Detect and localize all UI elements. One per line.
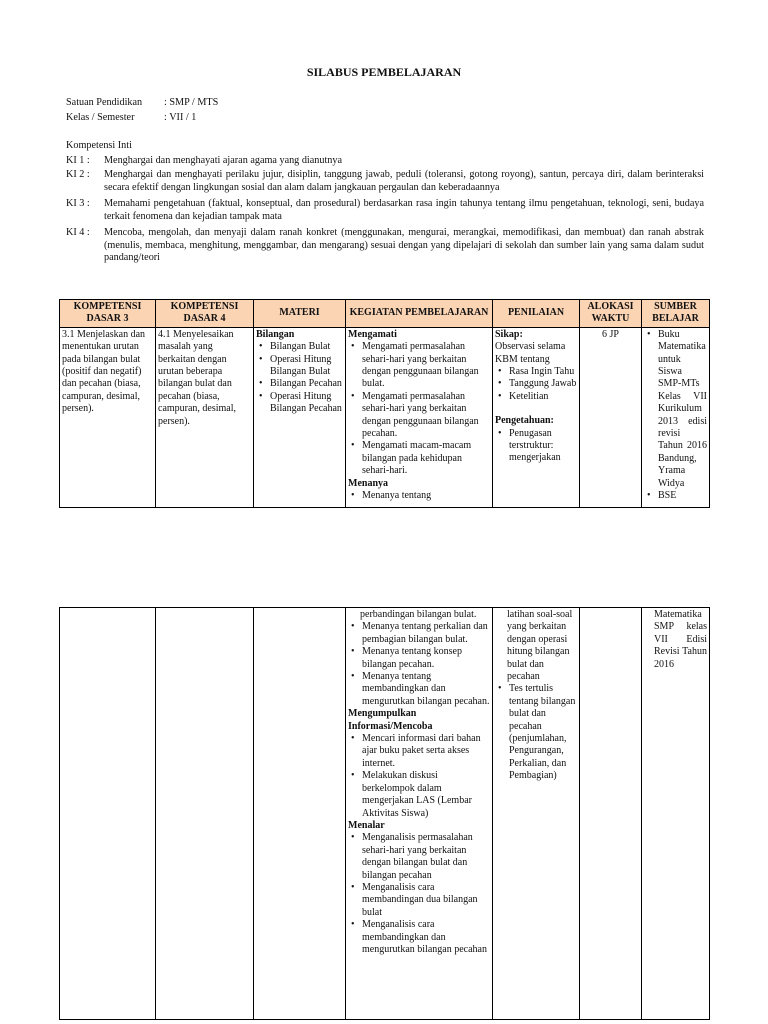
header-alokasi: ALOKASI WAKTU xyxy=(580,300,642,328)
list-item: • Operasi Hitung Bilangan Bulat xyxy=(270,354,343,379)
ki-heading: Kompetensi Inti xyxy=(66,140,132,151)
page-title: SILABUS PEMBELAJARAN xyxy=(306,65,462,79)
kegiatan-cell xyxy=(346,608,493,1020)
header-materi: MATERI xyxy=(254,300,346,328)
list-item: • BSE xyxy=(658,490,707,502)
kd4-cell: 4.1 Menyelesaikan masalah yang berkaitan dengan urutan beberapa bilangan bulat dan pecahan (biasa, campuran, desimal, persen). xyxy=(156,327,254,507)
ki-number: KI 2 : xyxy=(66,169,90,180)
penilaian-cell xyxy=(493,327,580,507)
list-item: • Melakukan diskusi berkelompok dalam mengerjakan LAS (Lembar Aktivitas Siswa) xyxy=(362,770,490,820)
list-item: • Menanya tentang perkalian dan pembagian bilangan bulat. xyxy=(362,621,490,646)
penilaian-sikap-list xyxy=(495,366,577,403)
list-item: • Buku Matematika untuk Siswa SMP-MTs Kelas VII Kurikulum 2013 edisi revisi Tahun 2016 Bandung, Yrama Widya xyxy=(658,329,707,490)
penilaian-pengetahuan-list xyxy=(495,428,577,465)
alokasi-cell: 6 JP xyxy=(580,327,642,507)
kd4-cell xyxy=(156,608,254,1020)
table-header-row xyxy=(60,300,710,328)
list-item: • Tes tertulis tentang bilangan bulat dan pecahan (penjumlahan, Pengurangan, Perkalian, dan Pembagian) xyxy=(509,683,577,782)
list-item: • Ketelitian xyxy=(509,391,577,403)
kegiatan-list xyxy=(348,621,490,708)
sumber-cell xyxy=(642,327,710,507)
ki-4 xyxy=(66,227,704,265)
materi-title: Bilangan xyxy=(256,328,295,340)
list-item: • Menanya tentang konsep bilangan pecahan. xyxy=(362,646,490,671)
header-kd4: KOMPETENSI DASAR 4 xyxy=(156,300,254,328)
penilaian-sikap-title: Sikap: xyxy=(495,328,523,340)
syllabus-table-page2 xyxy=(59,607,710,1020)
penilaian-cell xyxy=(493,608,580,1020)
table-row xyxy=(60,608,710,1020)
list-item: • Mengamati permasalahan sehari-hari yang berkaitan dengan penggunaan bilangan pecahan. xyxy=(362,391,490,441)
alokasi-cell xyxy=(580,608,642,1020)
table-row xyxy=(60,327,710,507)
class-row xyxy=(66,112,196,125)
list-item: • Bilangan Bulat xyxy=(270,341,343,353)
penilaian-sikap-text: Observasi selama KBM tentang xyxy=(495,341,566,365)
kegiatan-heading-menalar: Menalar xyxy=(348,819,385,831)
list-item: • Operasi Hitung Bilangan Pecahan xyxy=(270,391,343,416)
school-value: : SMP / MTS xyxy=(164,97,219,108)
materi-list xyxy=(256,341,343,415)
ki-text: Mencoba, mengolah, dan menyaji dalam ranah konkret (menggunakan, mengurai, merangkai, memodifikasi, dan membuat) dan ranah abstrak (menulis, membaca, menghitung, menggambar, dan mengarang) sesuai dengan yang dipelajari di sekolah dan sumber lain yang sama dalam sudut pandang/teori xyxy=(104,227,704,264)
kd3-cell: 3.1 Menjelaskan dan menentukan urutan pada bilangan bulat (positif dan negatif) dan pecahan (biasa, campuran, desimal, persen). xyxy=(60,327,156,507)
ki-text: Menghargai dan menghayati ajaran agama yang dianutnya xyxy=(104,155,342,166)
list-item: • Menanya tentang membandingkan dan mengurutkan bilangan pecahan. xyxy=(362,671,490,708)
ki-number: KI 4 : xyxy=(66,227,90,238)
list-item: • Penugasan terstruktur: mengerjakan xyxy=(509,428,577,465)
kegiatan-cell xyxy=(346,327,493,507)
school-row xyxy=(66,97,218,110)
kegiatan-heading-mengamati: Mengamati xyxy=(348,328,397,340)
list-item: • Mengamati permasalahan sehari-hari yang berkaitan dengan penggunaan bilangan bulat. xyxy=(362,341,490,391)
materi-cell xyxy=(254,608,346,1020)
ki-3 xyxy=(66,198,704,223)
list-item: • Rasa Ingin Tahu xyxy=(509,366,577,378)
kegiatan-list xyxy=(348,733,490,820)
ki-1 xyxy=(66,155,704,168)
ki-number: KI 3 : xyxy=(66,198,90,209)
ki-text: Menghargai dan menghayati perilaku jujur, disiplin, tanggung jawab, peduli (toleransi, gotong royong), santun, percaya diri, dalam berinteraksi secara efektif dengan lingkungan sosial dan alam dalam jangkauan pergaulan dan keberadaannya xyxy=(104,169,704,193)
penilaian-list xyxy=(495,683,577,782)
ki-number: KI 1 : xyxy=(66,155,90,166)
sumber-list xyxy=(644,329,707,503)
penilaian-continuation: latihan soal-soal yang berkaitan dengan operasi hitung bilangan bulat dan pecahan xyxy=(507,609,573,683)
list-item: • Bilangan Pecahan xyxy=(270,378,343,390)
list-item: • Menganalisis cara membandingkan dan mengurutkan bilangan pecahan xyxy=(362,919,490,956)
header-sumber: SUMBER BELAJAR xyxy=(642,300,710,328)
list-item: • Mencari informasi dari bahan ajar buku paket serta akses internet. xyxy=(362,733,490,770)
list-item: • Menganalisis permasalahan sehari-hari yang berkaitan dengan bilangan bulat dan bilangan pecahan xyxy=(362,832,490,882)
header-penilaian: PENILAIAN xyxy=(493,300,580,328)
syllabus-table-page1 xyxy=(59,299,710,508)
kegiatan-list xyxy=(348,832,490,956)
header-kegiatan: KEGIATAN PEMBELAJARAN xyxy=(346,300,493,328)
materi-cell xyxy=(254,327,346,507)
kegiatan-list xyxy=(348,490,490,502)
list-item: • Menanya tentang xyxy=(362,490,490,502)
class-value: : VII / 1 xyxy=(164,112,197,123)
kegiatan-heading-menanya: Menanya xyxy=(348,477,388,489)
school-label: Satuan Pendidikan xyxy=(66,97,143,108)
kegiatan-heading-mengumpulkan: Mengumpulkan Informasi/Mencoba xyxy=(348,708,433,732)
list-item: • Tanggung Jawab xyxy=(509,378,577,390)
class-label: Kelas / Semester xyxy=(66,112,135,123)
list-item: • Mengamati macam-macam bilangan pada kehidupan sehari-hari. xyxy=(362,440,490,477)
ki-text: Memahami pengetahuan (faktual, konseptual, dan prosedural) berdasarkan rasa ingin tahunya tentang ilmu pengetahuan, teknologi, seni, budaya terkait fenomena dan kejadian tampak mata xyxy=(104,198,704,222)
sumber-cell xyxy=(642,608,710,1020)
list-item: • Menganalisis cara membandingan dua bilangan bulat xyxy=(362,882,490,919)
header-kd3: KOMPETENSI DASAR 3 xyxy=(60,300,156,328)
sumber-continuation: Matematika SMP kelas VII Edisi Revisi Tahun 2016 xyxy=(654,609,707,670)
kegiatan-continuation: perbandingan bilangan bulat. xyxy=(360,609,477,620)
kd3-cell xyxy=(60,608,156,1020)
penilaian-pengetahuan-title: Pengetahuan: xyxy=(495,415,554,427)
kegiatan-list xyxy=(348,341,490,477)
ki-2 xyxy=(66,169,704,194)
